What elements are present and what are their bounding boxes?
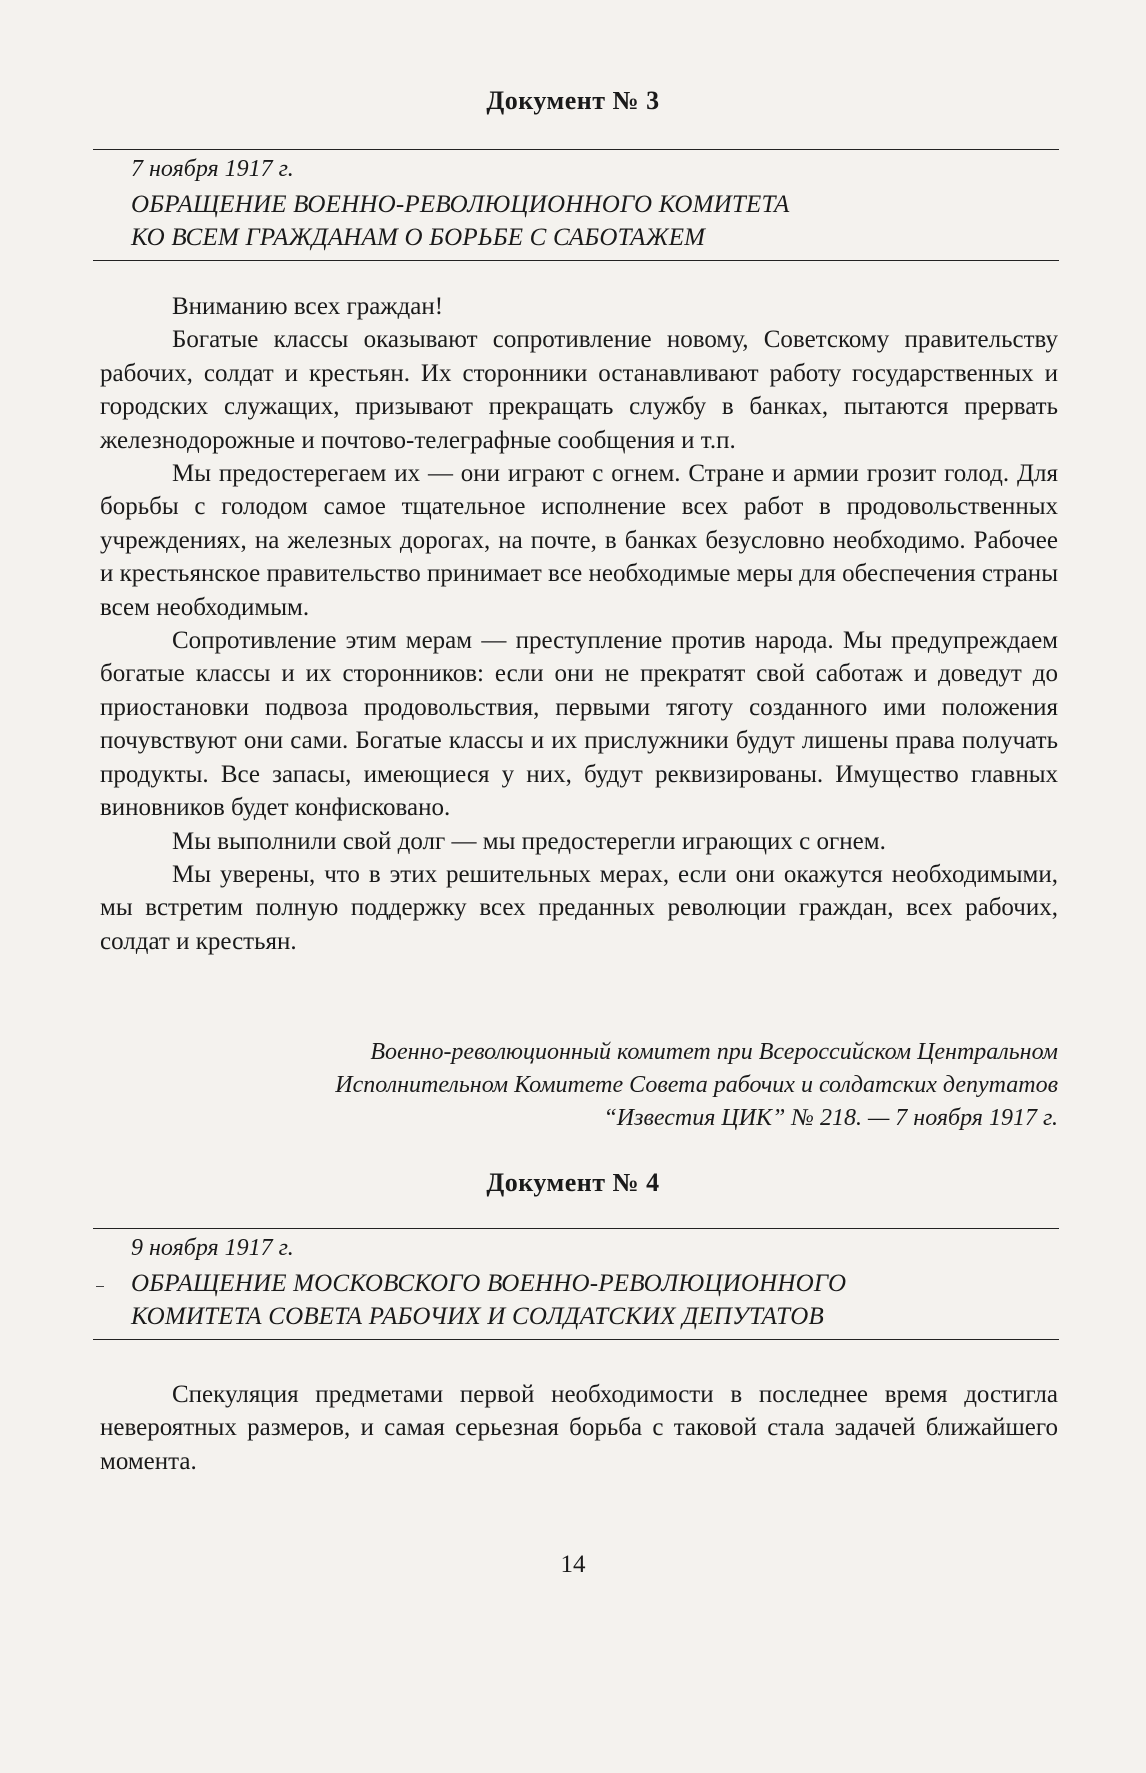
document-4-heading: Документ № 4	[486, 1168, 660, 1197]
divider-bottom-doc3	[93, 260, 1059, 261]
paragraph: Спекуляция предметами первой необходимости в последнее время достигла невероятных размеров, и самая серьезная борьба с таковой стала задачей ближайшего момента.	[100, 1381, 1058, 1475]
document-4-body	[100, 1378, 1058, 1478]
document-4-title-line-2: КОМИТЕТА СОВЕТА РАБОЧИХ И СОЛДАТСКИХ ДЕПУТАТОВ	[131, 1303, 824, 1330]
document-4-date: 9 ноября 1917 г.	[131, 1235, 294, 1261]
paragraph: Мы предостерегаем их — они играют с огнем. Стране и армии грозит голод. Для борьбы с голодом самое тщательное исполнение всех работ в продовольственных учреждениях, на железных дорогах, на почте, в банках безусловно необходимо. Рабочее и крестьянское правительство принимает все необходимые меры для обеспечения страны всем необходимым.	[100, 460, 1058, 621]
document-3-date: 7 ноября 1917 г.	[131, 156, 294, 182]
divider-top-doc3	[93, 149, 1059, 150]
divider-bottom-doc4	[93, 1339, 1059, 1340]
divider-top-doc4	[93, 1228, 1059, 1229]
document-3-title-line-2: КО ВСЕМ ГРАЖДАНАМ О БОРЬБЕ С САБОТАЖЕМ	[131, 224, 706, 251]
signature-line-2: Исполнительном Комитете Совета рабочих и солдатских депутатов	[335, 1072, 1058, 1098]
document-3-heading: Документ № 3	[486, 86, 660, 115]
paragraph: Мы выполнили свой долг — мы предостерегли играющих с огнем.	[172, 827, 886, 855]
margin-dash	[96, 1286, 104, 1287]
document-3-body	[100, 290, 1058, 958]
document-3-source: “Известия ЦИК” № 218. — 7 ноября 1917 г.	[603, 1105, 1058, 1131]
document-4-title-line-1: ОБРАЩЕНИЕ МОСКОВСКОГО ВОЕННО-РЕВОЛЮЦИОННОГО	[131, 1270, 847, 1297]
page-number: 14	[560, 1551, 586, 1578]
paragraph: Богатые классы оказывают сопротивление новому, Советскому правительству рабочих, солдат и крестьян. Их сторонники останавливают работу государственных и городских служащих, призывают прекращать службу в банках, пытаются прервать железнодорожные и почтово-телеграфные сообщения и т.п.	[100, 326, 1058, 454]
document-3-title-line-1: ОБРАЩЕНИЕ ВОЕННО-РЕВОЛЮЦИОННОГО КОМИТЕТА	[131, 191, 790, 218]
signature-line-1: Военно-революционный комитет при Всероссийском Центральном	[370, 1039, 1058, 1065]
paragraph: Мы уверены, что в этих решительных мерах, если они окажутся необходимыми, мы встретим полную поддержку всех преданных революции граждан, всех рабочих, солдат и крестьян.	[100, 860, 1058, 955]
document-3-title	[131, 188, 1051, 254]
document-4-title	[131, 1267, 1051, 1333]
paragraph: Вниманию всех граждан!	[172, 293, 444, 320]
document-3-signature	[108, 1036, 1058, 1135]
paragraph: Сопротивление этим мерам — преступление против народа. Мы предупреждаем богатые классы и их сторонников: если они не прекратят свой саботаж и доведут до приостановки подвоза продовольствия, первыми тяготу созданного ими положения почувствуют они сами. Богатые классы и их прислужники будут лишены права получать продукты. Все запасы, имеющиеся у них, будут реквизированы. Имущество главных виновников будет конфисковано.	[100, 627, 1058, 822]
